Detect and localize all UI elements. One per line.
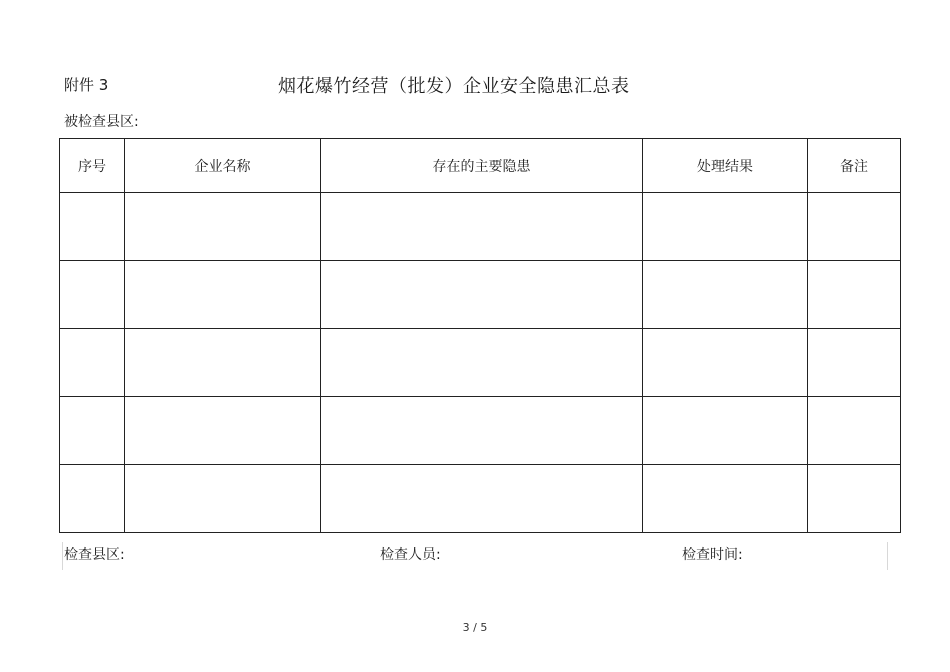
table-row (60, 397, 901, 465)
footer-county-label: 检查县区: (64, 547, 125, 563)
column-header-remarks: 备注 (808, 139, 901, 193)
table-row (60, 193, 901, 261)
column-header-serial: 序号 (60, 139, 125, 193)
table-cell[interactable] (808, 329, 901, 397)
table-cell[interactable] (60, 193, 125, 261)
hazard-summary-table (59, 138, 901, 533)
table-cell[interactable] (125, 465, 321, 533)
table-cell[interactable] (125, 261, 321, 329)
table-cell[interactable] (125, 329, 321, 397)
table-cell[interactable] (643, 397, 808, 465)
table-cell[interactable] (321, 261, 643, 329)
table-cell[interactable] (643, 329, 808, 397)
table-header-row (60, 139, 901, 193)
document-title: 烟花爆竹经营（批发）企业安全隐患汇总表 (278, 76, 630, 97)
inspected-county-label: 被检查县区: (64, 114, 139, 130)
attachment-label: 附件 3 (64, 76, 109, 94)
footer-inspector-label: 检查人员: (380, 547, 441, 563)
table-cell[interactable] (321, 193, 643, 261)
table-cell[interactable] (808, 193, 901, 261)
table-cell[interactable] (643, 261, 808, 329)
table-cell[interactable] (808, 465, 901, 533)
table-cell[interactable] (808, 261, 901, 329)
table-cell[interactable] (60, 465, 125, 533)
column-header-company-name: 企业名称 (125, 139, 321, 193)
footer-time-label: 检查时间: (682, 547, 743, 563)
table-row (60, 329, 901, 397)
table-cell[interactable] (321, 465, 643, 533)
table-cell[interactable] (643, 193, 808, 261)
table-cell[interactable] (321, 329, 643, 397)
table-cell[interactable] (808, 397, 901, 465)
table-cell[interactable] (643, 465, 808, 533)
table-cell[interactable] (125, 397, 321, 465)
column-header-result: 处理结果 (643, 139, 808, 193)
table-cell[interactable] (60, 261, 125, 329)
table-cell[interactable] (60, 329, 125, 397)
table-cell[interactable] (321, 397, 643, 465)
table-cell[interactable] (60, 397, 125, 465)
page-number: 3 / 5 (462, 621, 488, 634)
table-row (60, 261, 901, 329)
column-header-main-hazards: 存在的主要隐患 (321, 139, 643, 193)
footer-signature-line (62, 542, 888, 570)
table-cell[interactable] (125, 193, 321, 261)
table-row (60, 465, 901, 533)
